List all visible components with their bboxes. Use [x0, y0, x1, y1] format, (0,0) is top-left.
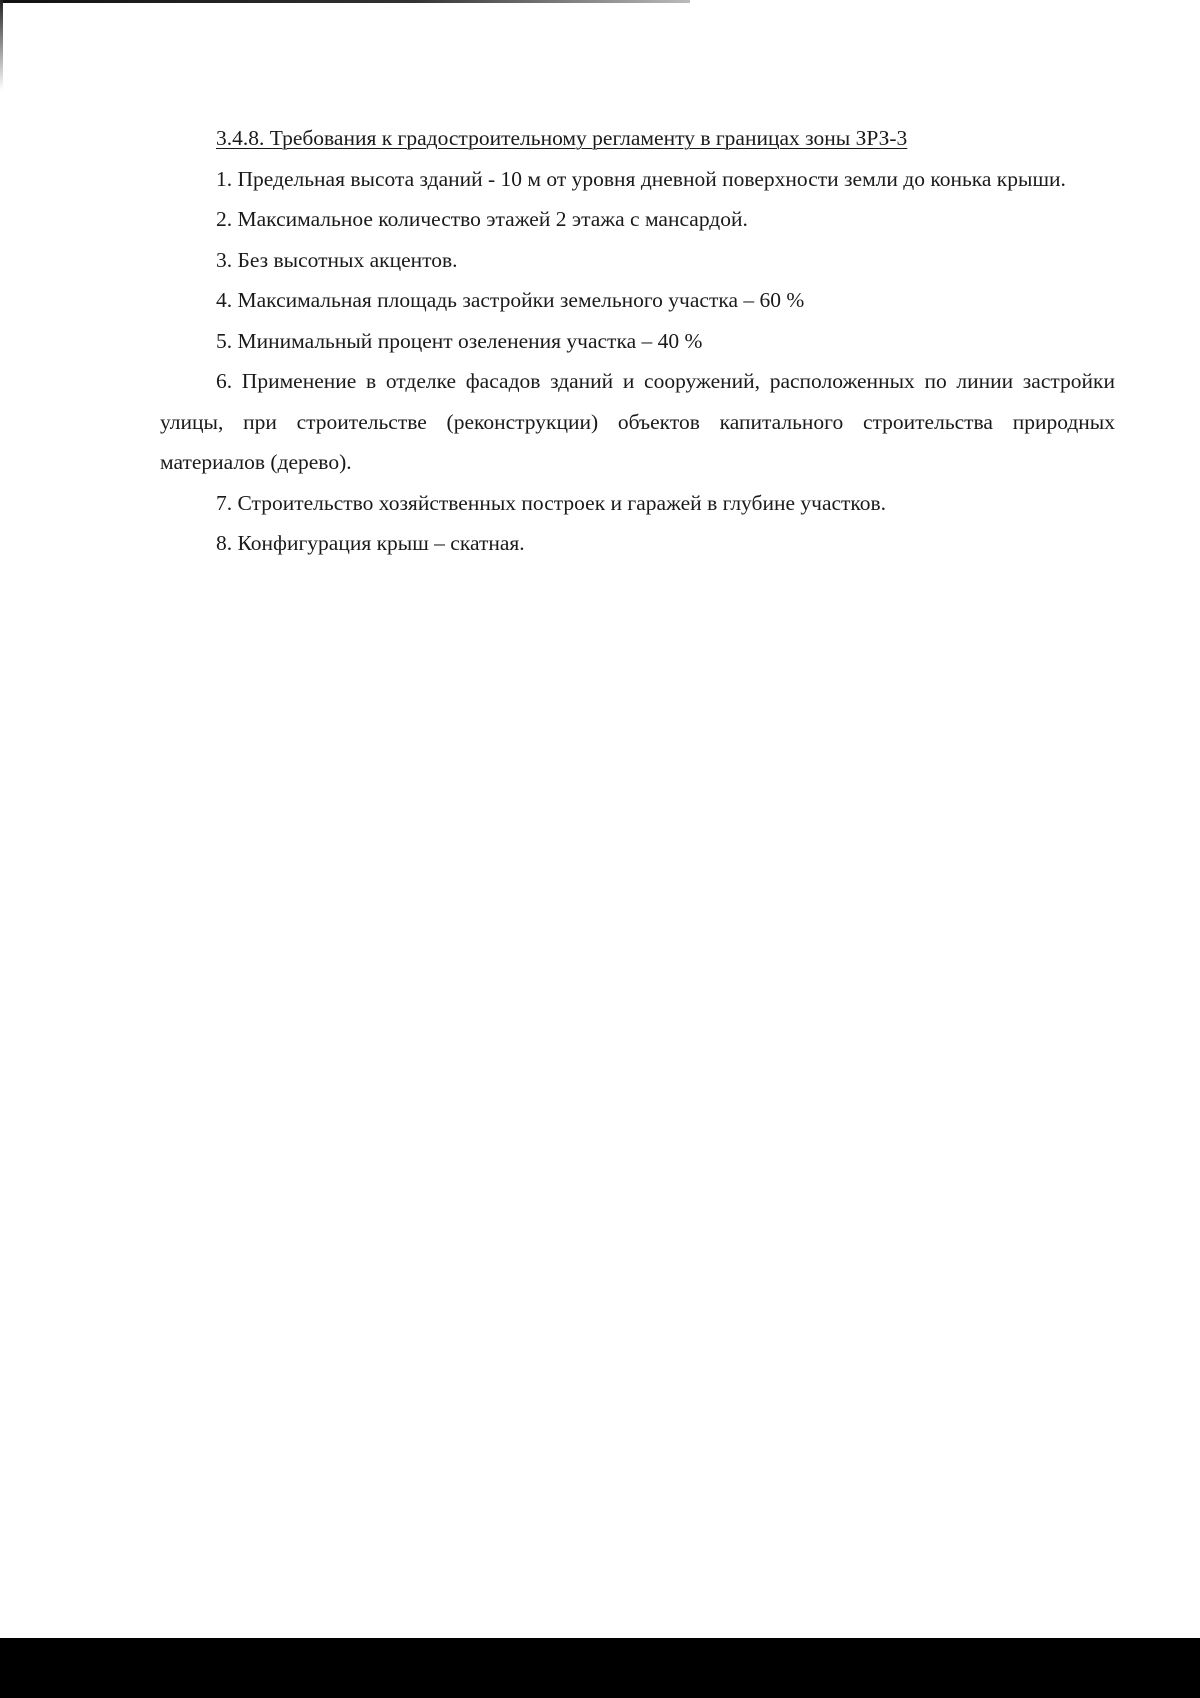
requirement-item-1: 1. Предельная высота зданий - 10 м от уровня дневной поверхности земли до конька крыши.: [216, 166, 1066, 191]
requirement-item-6: 6. Применение в отделке фасадов зданий и сооружений, расположенных по линии застройки улицы, при строительстве (реконструкции) объектов капитального строительства природных материалов (дерево).: [160, 369, 1115, 474]
requirement-item-8: 8. Конфигурация крыш – скатная.: [216, 531, 525, 555]
requirement-item-4: 4. Максимальная площадь застройки земельного участка – 60 %: [216, 288, 805, 312]
requirement-item-7: 7. Строительство хозяйственных построек и гаражей в глубине участков.: [216, 490, 887, 515]
section-heading: 3.4.8. Требования к градостроительному регламенту в границах зоны ЗРЗ-3: [216, 126, 908, 150]
requirement-item-3: 3. Без высотных акцентов.: [216, 247, 458, 272]
requirement-item-5: 5. Минимальный процент озеленения участка – 40 %: [216, 328, 703, 353]
requirement-item-2: 2. Максимальное количество этажей 2 этажа с мансардой.: [216, 207, 748, 231]
scan-edge-bottom: [0, 1638, 1200, 1698]
scan-edge-top: [0, 0, 690, 3]
document-page: [160, 118, 1115, 564]
scan-edge-left: [0, 0, 3, 90]
